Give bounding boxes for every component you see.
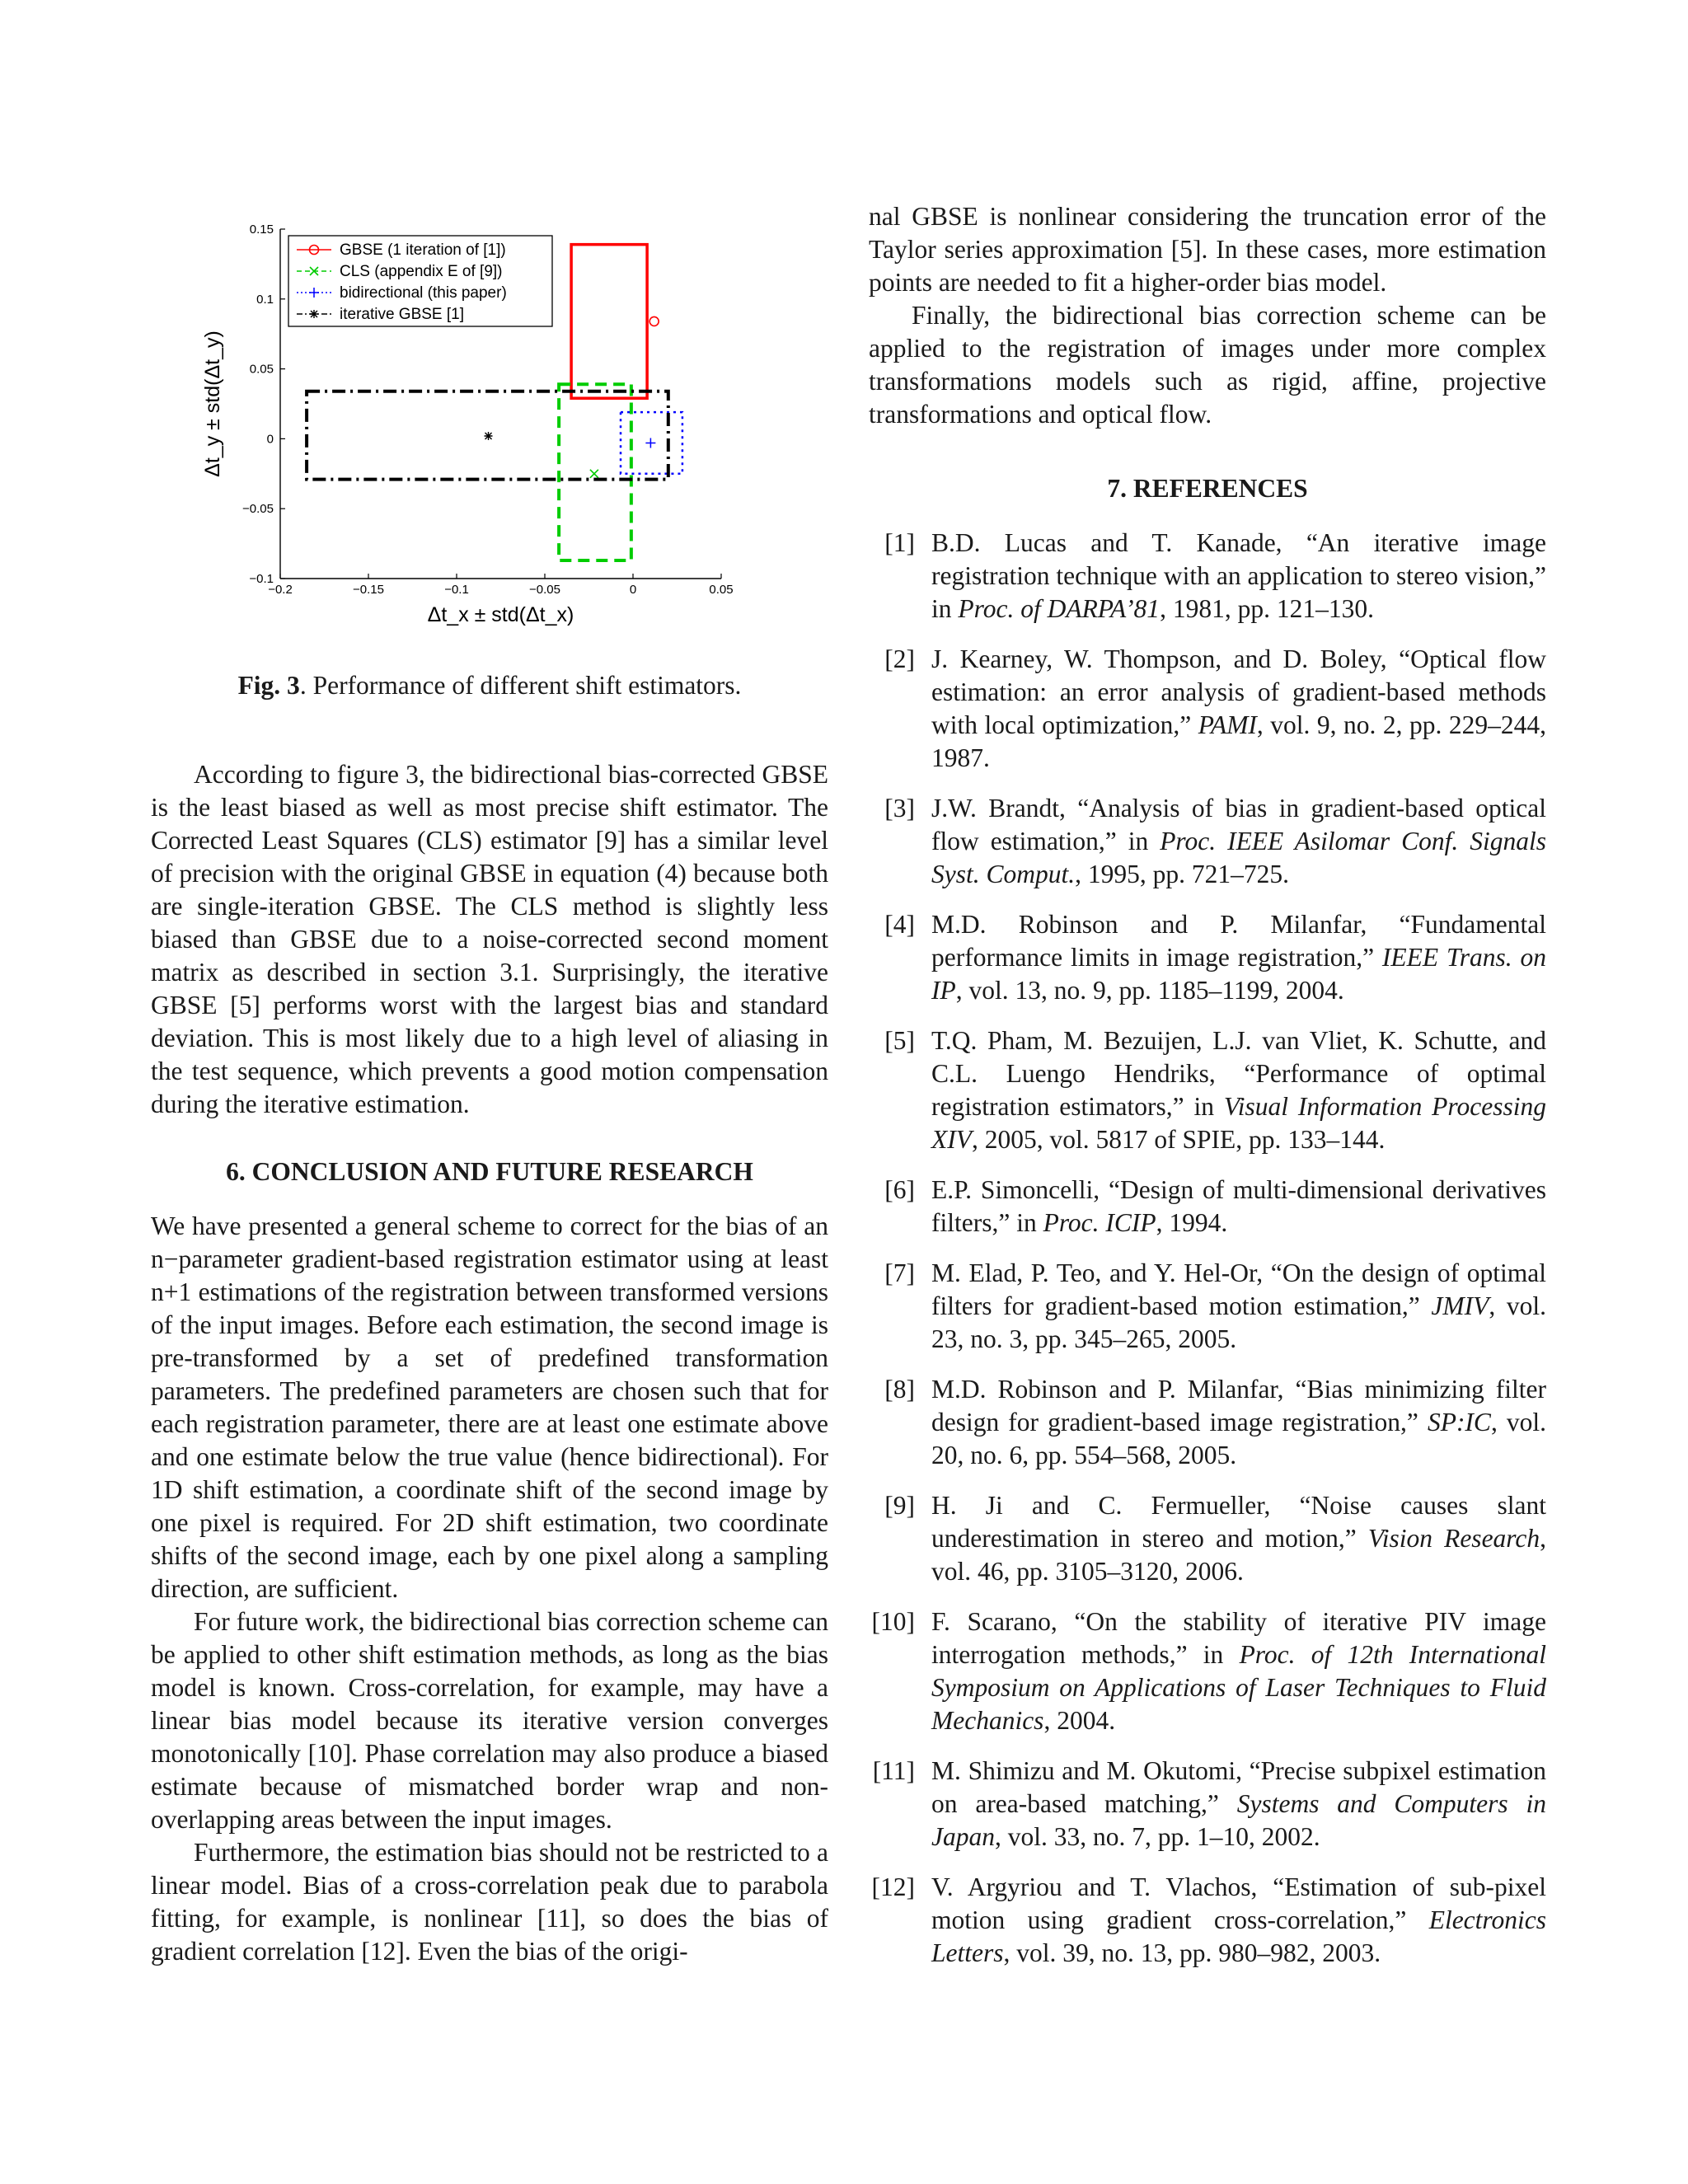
reference-number: [10] — [871, 1607, 915, 1636]
reference-venue: Proc. IEEE Asilomar Conf. Signals Syst. Comput. — [931, 827, 1546, 888]
paragraph-finally: Finally, the bidirectional bias correction scheme can be applied to the registration of images under more complex transformations models such as rigid, affine, projective transformations and optical flow. — [869, 301, 1546, 429]
reference-authors-title: M.D. Robinson and P. Milanfar, “Bias minimizing filter design for gradient-based image registration,” — [931, 1375, 1546, 1436]
reference-item — [869, 908, 1546, 1007]
reference-authors-title: M. Elad, P. Teo, and Y. Hel-Or, “On the design of optimal filters for gradient-based motion estimation,” — [931, 1258, 1546, 1320]
reference-item — [869, 1755, 1546, 1854]
figure-caption — [151, 669, 828, 702]
left-column — [151, 758, 828, 1968]
reference-details: , 2005, vol. 5817 of SPIE, pp. 133–144. — [971, 1125, 1386, 1154]
reference-text — [931, 908, 1546, 1007]
paragraph-results: According to figure 3, the bidirectional bias-corrected GBSE is the least biased as well as most precise shift estimator. The Corrected Least Squares (CLS) estimator [9] has a similar level of precision with the original GBSE in equation (4) because both are single-iteration GBSE. The CLS method is slightly less biased than GBSE due to a noise-corrected second moment matrix as described in section 3.1. Surprisingly, the iterative GBSE [5] performs worst with the largest bias and standard deviation. This is most likely due to a high level of aliasing in the test sequence, which prevents a good motion compensation during the iterative estimation. — [151, 760, 828, 1118]
reference-item — [869, 1024, 1546, 1156]
y-tick-label: 0 — [266, 432, 274, 447]
x-tick-label: 0 — [629, 583, 637, 597]
reference-venue: IEEE Trans. on IP — [931, 943, 1546, 1005]
reference-venue: Proc. of 12th International Symposium on Applications of Laser Techniques to Fluid Mechanics — [931, 1640, 1546, 1735]
reference-authors-title: B.D. Lucas and T. Kanade, “An iterative image registration technique with an application to stereo vision,” in — [931, 528, 1546, 623]
reference-authors-title: M. Shimizu and M. Okutomi, “Precise subpixel estimation on area-based matching,” — [931, 1756, 1546, 1818]
x-tick-label: −0.1 — [444, 583, 469, 597]
reference-text — [931, 1174, 1546, 1240]
reference-venue: Proc. ICIP — [1043, 1208, 1156, 1237]
x-axis-label: Δt_x ± std(Δt_x) — [427, 603, 574, 626]
reference-details: , 1995, pp. 721–725. — [1075, 860, 1290, 888]
reference-text — [931, 1755, 1546, 1854]
reference-venue: Visual Information Processing XIV — [931, 1092, 1546, 1154]
reference-details: , vol. 13, no. 9, pp. 1185–1199, 2004. — [955, 976, 1344, 1005]
reference-number: [4] — [884, 910, 915, 939]
reference-item — [869, 1871, 1546, 1970]
legend-label: GBSE (1 iteration of [1]) — [340, 241, 506, 259]
reference-details: , 1994. — [1156, 1208, 1228, 1237]
reference-list — [869, 527, 1546, 1970]
reference-item — [869, 1257, 1546, 1356]
reference-authors-title: J.W. Brandt, “Analysis of bias in gradient-based optical flow estimation,” in — [931, 794, 1546, 855]
y-tick-label: −0.05 — [242, 502, 274, 517]
reference-venue: Systems and Computers in Japan — [931, 1789, 1546, 1851]
reference-number: [12] — [871, 1872, 915, 1901]
reference-item — [869, 527, 1546, 626]
reference-authors-title: E.P. Simoncelli, “Design of multi-dimensional derivatives filters,” in — [931, 1175, 1546, 1237]
caption-text: . Performance of different shift estimators. — [299, 671, 742, 700]
y-tick-label: 0.1 — [256, 292, 274, 307]
shift-estimator-chart — [190, 216, 758, 644]
reference-text — [931, 1257, 1546, 1356]
caption-label: Fig. 3 — [237, 671, 300, 700]
paragraph-conclusion: We have presented a general scheme to correct for the bias of an n−parameter gradient-based registration estimator using at least n+1 estimations of the registration between transformed versions of the input images. Before each estimation, the second image is pre-transformed by a set of predefined transformation parameters. The predefined parameters are chosen such that for each registration parameter, there are at least one estimate above and one estimate below the true value (hence bidirectional). For 1D shift estimation, a coordinate shift of the second image by one pixel is required. For 2D shift estimation, two coordinate shifts of the second image, each by one pixel along a sampling direction, are sufficient. — [151, 1212, 828, 1603]
legend-label: iterative GBSE [1] — [340, 306, 465, 323]
reference-text — [931, 527, 1546, 626]
reference-venue: Proc. of DARPA’81 — [958, 594, 1160, 623]
reference-number: [2] — [884, 644, 915, 673]
paragraph-continued: nal GBSE is nonlinear considering the truncation error of the Taylor series approximation [5]. In these cases, more estimation points are needed to fit a higher-order bias model. — [869, 202, 1546, 297]
reference-text — [931, 1871, 1546, 1970]
reference-details: , vol. 20, no. 6, pp. 554–568, 2005. — [931, 1408, 1546, 1469]
reference-item — [869, 1489, 1546, 1588]
legend-label: CLS (appendix E of [9]) — [340, 263, 503, 280]
reference-number: [6] — [884, 1175, 915, 1204]
x-tick-label: −0.15 — [353, 583, 384, 597]
reference-authors-title: M.D. Robinson and P. Milanfar, “Fundamental performance limits in image registration,” — [931, 910, 1546, 972]
section-6-heading: 6. CONCLUSION AND FUTURE RESEARCH — [226, 1157, 753, 1186]
reference-text — [931, 1024, 1546, 1156]
reference-details: , 2004. — [1043, 1706, 1116, 1735]
reference-text — [931, 1373, 1546, 1472]
reference-authors-title: T.Q. Pham, M. Bezuijen, L.J. van Vliet, K. Schutte, and C.L. Luengo Hendriks, “Performance of optimal registration estimators,” in — [931, 1026, 1546, 1121]
reference-number: [3] — [884, 794, 915, 823]
reference-venue: Vision Research — [1367, 1524, 1540, 1553]
reference-number: [7] — [884, 1258, 915, 1287]
y-tick-label: 0.15 — [249, 223, 274, 237]
reference-number: [9] — [884, 1491, 915, 1520]
reference-venue: PAMI — [1198, 710, 1257, 739]
reference-details: , vol. 39, no. 13, pp. 980–982, 2003. — [1003, 1938, 1381, 1967]
reference-details: , vol. 46, pp. 3105–3120, 2006. — [931, 1524, 1546, 1586]
reference-authors-title: V. Argyriou and T. Vlachos, “Estimation of sub-pixel motion using gradient cross-correlation,” — [931, 1872, 1546, 1934]
figure-3 — [190, 216, 758, 644]
reference-authors-title: F. Scarano, “On the stability of iterative PIV image interrogation methods,” in — [931, 1607, 1546, 1669]
reference-text — [931, 643, 1546, 775]
right-column — [869, 200, 1546, 1987]
reference-authors-title: J. Kearney, W. Thompson, and D. Boley, “Optical flow estimation: an error analysis of gradient-based methods with local optimization,” — [931, 644, 1546, 739]
legend-label: bidirectional (this paper) — [340, 284, 507, 302]
paragraph-future-work: For future work, the bidirectional bias correction scheme can be applied to other shift estimation methods, as long as the bias model is known. Cross-correlation, for example, may have a linear bias model because its iterative version converges monotonically [10]. Phase correlation may also produce a biased estimate because of mismatched border wrap and non-overlapping areas between the input images. — [151, 1607, 828, 1834]
x-tick-label: −0.05 — [529, 583, 560, 597]
reference-item — [869, 643, 1546, 775]
reference-details: , 1981, pp. 121–130. — [1160, 594, 1374, 623]
y-axis-label: Δt_y ± std(Δt_y) — [201, 330, 224, 477]
reference-authors-title: H. Ji and C. Fermueller, “Noise causes slant underestimation in stereo and motion,” — [931, 1491, 1546, 1553]
reference-item — [869, 1174, 1546, 1240]
reference-number: [1] — [884, 528, 915, 557]
paragraph-nonlinear: Furthermore, the estimation bias should not be restricted to a linear model. Bias of a cross-correlation peak due to parabola fitting, for example, is nonlinear [11], so does the bias of gradient correlation [12]. Even the bias of the origi- — [151, 1838, 828, 1966]
reference-text — [931, 1605, 1546, 1737]
reference-item — [869, 1605, 1546, 1737]
reference-details: , vol. 33, no. 7, pp. 1–10, 2002. — [994, 1822, 1320, 1851]
reference-number: [5] — [884, 1026, 915, 1055]
reference-details: , vol. 9, no. 2, pp. 229–244, 1987. — [931, 710, 1546, 772]
section-7-heading: 7. REFERENCES — [1107, 474, 1308, 503]
y-tick-label: −0.1 — [249, 572, 274, 586]
reference-venue: SP:IC — [1427, 1408, 1491, 1436]
reference-number: [8] — [884, 1375, 915, 1404]
reference-text — [931, 792, 1546, 891]
reference-number: [11] — [872, 1756, 915, 1785]
reference-details: , vol. 23, no. 3, pp. 345–265, 2005. — [931, 1291, 1546, 1353]
reference-venue: JMIV — [1431, 1291, 1489, 1320]
legend-marker — [310, 310, 318, 318]
x-tick-label: −0.2 — [268, 583, 293, 597]
reference-venue: Electronics Letters — [931, 1905, 1546, 1967]
reference-item — [869, 1373, 1546, 1472]
reference-text — [931, 1489, 1546, 1588]
reference-item — [869, 792, 1546, 891]
x-tick-label: 0.05 — [709, 583, 734, 597]
marker-point — [485, 432, 493, 440]
y-tick-label: 0.05 — [249, 362, 274, 377]
